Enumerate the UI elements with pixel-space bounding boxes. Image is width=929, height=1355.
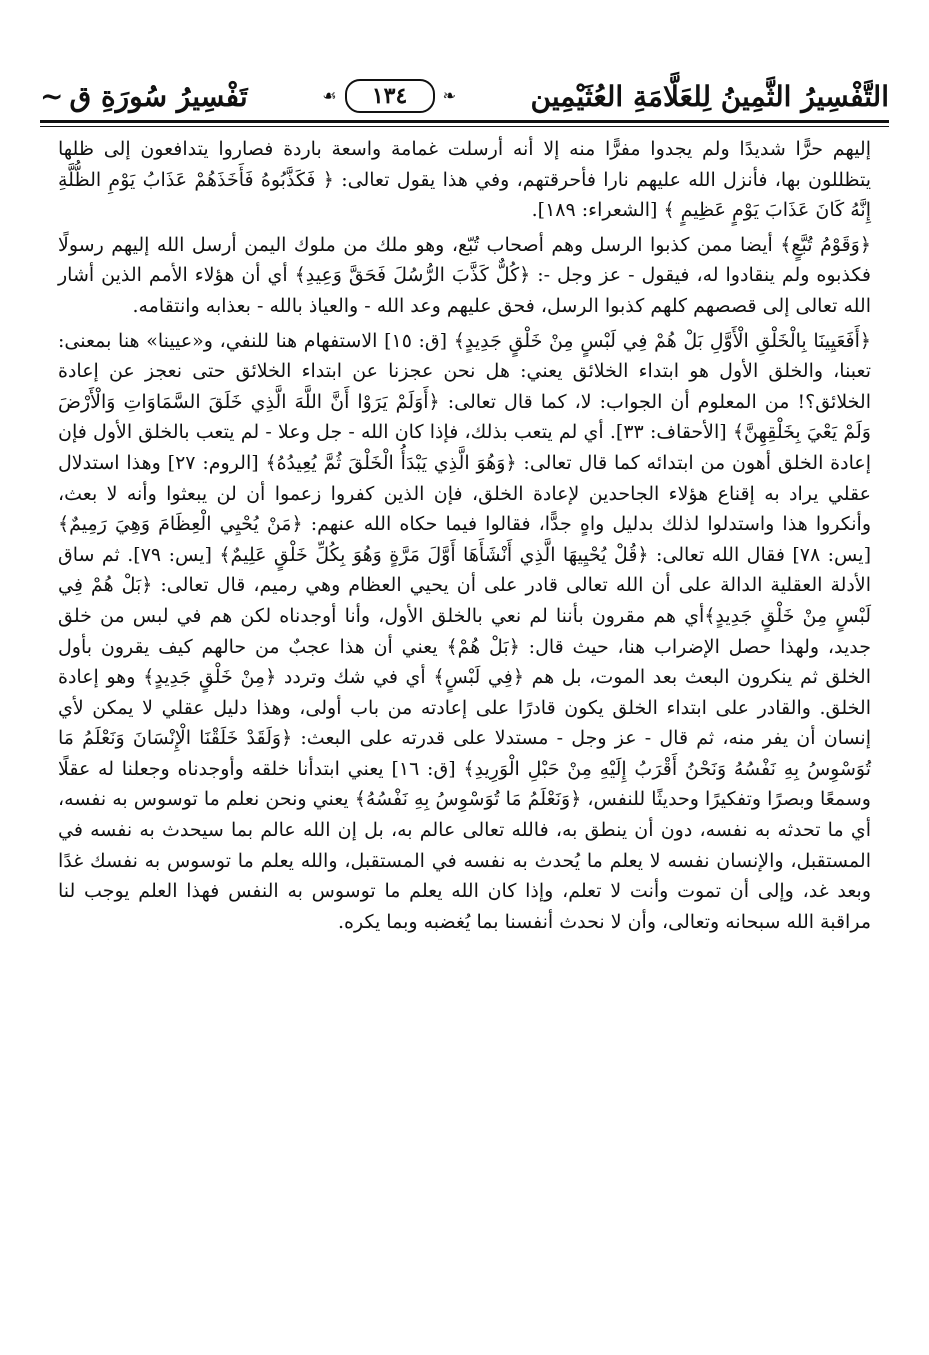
surah-title-text: تَفْسِيرُ سُورَةِ ق (69, 79, 248, 113)
ornament-icon: ☙ (322, 86, 337, 105)
paragraph: ﴿وَقَوْمُ تُبَّعٍ﴾ أيضا ممن كذبوا الرسل وهم أصحاب تُبّع، وهو ملك من ملوك اليمن أرسل الله إليهم رسولًا فكذبوه ولم ينقادوا له، فيقول - عز وجل -: ﴿كُلٌّ كَذَّبَ الرُّسُلَ فَحَقَّ وَعِيدِ﴾ أي أن هؤلاء الأمم الذين أشار الله تعالى إلى قصصهم كلهم كذبوا الرسل، فحق عليهم وعد الله - والعياذ بالله - بعذابه وانتقامه. (58, 233, 871, 317)
page-number: ١٣٤ (345, 79, 435, 113)
page-body (58, 134, 871, 941)
page-header (40, 68, 889, 124)
paragraph: إليهم حرًّا شديدًا ولم يجدوا مفرًّا منه إلا أنه أرسلت غمامة واسعة باردة فصاروا يتدافعون إلى ظلها يتظللون بها، فأنزل الله عليهم نارا فأحرقتهم، وفي هذا يقول تعالى: ﴿ فَكَذَّبُوهُ فَأَخَذَهُمْ عَذَابُ يَوْمِ الظُّلَّةِ إِنَّهُ كَانَ عَذَابَ يَوْمٍ عَظِيمٍ ﴾ [الشعراء: ١٨٩]. (58, 138, 871, 222)
page-number-group (322, 79, 456, 113)
book-title: التَّفْسِيرُ الثَّمِينُ لِلعَلَّامَةِ العُثَيْمِين (530, 79, 889, 113)
paragraph: ﴿أَفَعَيِينَا بِالْخَلْقِ الْأَوَّلِ بَلْ هُمْ فِي لَبْسٍ مِنْ خَلْقٍ جَدِيدٍ﴾ [ق: ١٥] الاستفهام هنا للنفي، و«عيينا» هنا بمعنى: تعبنا، والخلق الأول هو ابتداء الخلائق يعني: هل نحن عجزنا عن ابتداء الخلائق حتى نعجز عن إعادة الخلائق؟! من المعلوم أن الجواب: لا، كما قال تعالى: ﴿أَوَلَمْ يَرَوْا أَنَّ اللَّهَ الَّذِي خَلَقَ السَّمَاوَاتِ وَالْأَرْضَ وَلَمْ يَعْيَ بِخَلْقِهِنَّ﴾ [الأحقاف: ٣٣]. أي لم يتعب بذلك، فإذا كان الله - جل وعلا - لم يتعب بالخلق الأول فإن إعادة الخلق أهون من ابتدائه كما قال تعالى: ﴿وَهُوَ الَّذِي يَبْدَأُ الْخَلْقَ ثُمَّ يُعِيدُهُ﴾ [الروم: ٢٧] وهذا استدلال عقلي يراد به إقناع هؤلاء الجاحدين لإعادة الخلق، فإن الذين كفروا زعموا أن لن يبعثوا وأنه لا بعث، وأنكروا هذا واستدلوا لذلك بدليل واهٍ جدًّا، فقالوا فيما حكاه الله عنهم: ﴿مَنْ يُحْيِي الْعِظَامَ وَهِيَ رَمِيمٌ﴾ [يس: ٧٨] فقال الله تعالى: ﴿قُلْ يُحْيِيهَا الَّذِي أَنْشَأَهَا أَوَّلَ مَرَّةٍ وَهُوَ بِكُلِّ خَلْقٍ عَلِيمٌ﴾ [يس: ٧٩]. ثم ساق الأدلة العقلية الدالة على أن الله تعالى قادر على أن يحيي العظام وهي رميم، قال تعالى: ﴿بَلْ هُمْ فِي لَبْسٍ مِنْ خَلْقٍ جَدِيدٍ﴾أي هم مقرون بأننا لم نعي بالخلق الأول، وأنا أوجدناه لكن هم في لبس من خلق جديد، ولهذا حصل الإضراب هنا، حيث قال: ﴿بَلْ هُمْ﴾ يعني أن هذا عجبٌ من حالهم كيف يقرون بأول الخلق ثم ينكرون البعث بعد الموت، بل هم ﴿فِي لَبْسٍ﴾ أي في شك وتردد ﴿مِنْ خَلْقٍ جَدِيدٍ﴾ وهو إعادة الخلق. والقادر على ابتداء الخلق يكون قادرًا على إعادته من باب أولى، وهذا دليل عقلي لا يمكن لأي إنسان أن يفر منه، ثم قال - عز وجل - مستدلا على قدرته على البعث: ﴿وَلَقَدْ خَلَقْنَا الْإِنْسَانَ وَنَعْلَمُ مَا تُوَسْوِسُ بِهِ نَفْسُهُ وَنَحْنُ أَقْرَبُ إِلَيْهِ مِنْ حَبْلِ الْوَرِيدِ﴾ [ق: ١٦] يعني ابتدأنا خلقه وأوجدناه وجعلنا له عقلًا وسمعًا وبصرًا وتفكيرًا وحديثًا للنفس، ﴿وَنَعْلَمُ مَا تُوَسْوِسُ بِهِ نَفْسُهُ﴾ يعني ونحن نعلم ما توسوس به نفسه، أي ما تحدثه به نفسه، دون أن ينطق به، فالله تعالى عالم به، بل إن الله عالم بما سيحدث به نفسه في المستقبل، والإنسان نفسه لا يعلم ما يُحدث به نفسه في المستقبل، والله يعلم ما توسوس به نفسك غدًا وبعد غد، وإلى أن تموت وأنت لا تعلم، وإذا كان الله يعلم ما توسوس به النفس فهذا العلم يوجب لنا مراقبة الله سبحانه وتعالى، وأن لا نحدث أنفسنا بما يُغضبه وبما يكره. (58, 329, 872, 933)
surah-title (40, 80, 248, 113)
header-divider-thin (40, 126, 889, 127)
ornament-icon: ❧ (442, 86, 456, 105)
ornament-swash: ~ (40, 79, 64, 113)
header-divider (40, 120, 889, 123)
